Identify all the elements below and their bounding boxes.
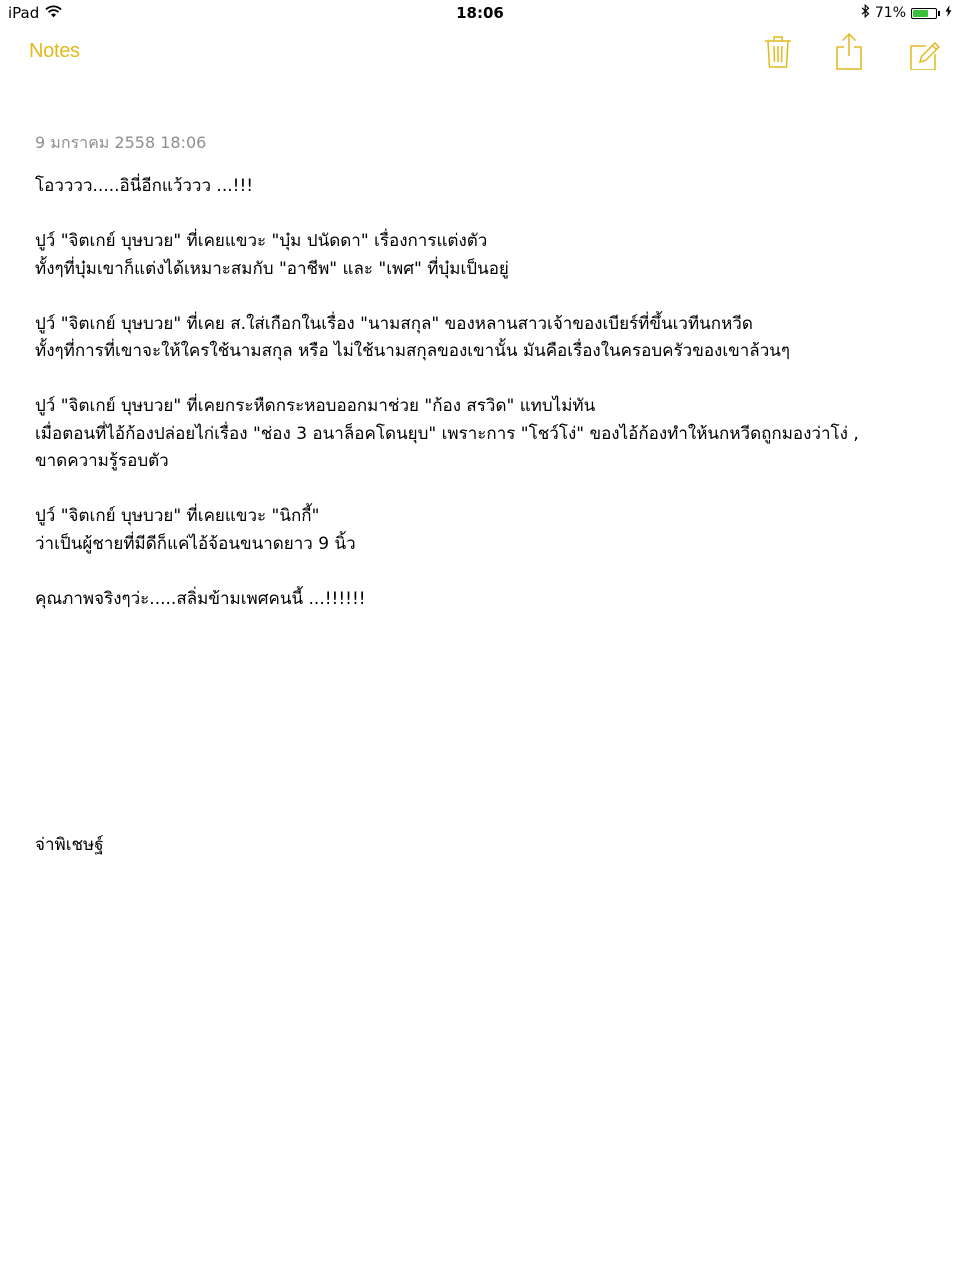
nav-bar <box>0 26 960 80</box>
note-line: โอวววว.....อินี่อีกแว้ววว ...!!! <box>35 176 254 196</box>
note-blank-line <box>35 476 915 504</box>
note-line: ขาดความรู้รอบตัว <box>35 451 169 471</box>
note-line: ปูว์ "จิตเกย์ บุษบวย" ที่เคย ส.ใส่เกือกในเรื่อง "นามสกุล" ของหลานสาวเจ้าของเบียร์ที่ขึ้นเวทีนกหวีด <box>35 313 753 334</box>
note-line: ว่าเป็นผู้ชายที่มีดีก็แค่ไอ้จ้อนขนาดยาว 9 นิ้ว <box>35 533 356 554</box>
status-right <box>861 4 952 22</box>
charging-icon <box>945 5 952 21</box>
note-line: ปูว์ "จิตเกย์ บุษบวย" ที่เคยแขวะ "นิกกี้" <box>35 506 320 526</box>
trash-icon[interactable] <box>761 32 795 70</box>
note-line: ทั้งๆที่การที่เขาจะให้ใครใช้นามสกุล หรือ ไม่ใช้นามสกุลของเขานั้น มันคือเรื่องในครอบครัวของเขาล้วนๆ <box>35 341 791 361</box>
battery-percent: 71% <box>874 5 906 21</box>
device-label: iPad <box>8 4 40 22</box>
bluetooth-icon <box>861 4 870 22</box>
share-icon[interactable] <box>832 32 866 70</box>
note-line: ปูว์ "จิตเกย์ บุษบวย" ที่เคยแขวะ "บุ๋ม ปนัดดา" เรื่องการแต่งตัว <box>35 231 488 251</box>
status-time: 18:06 <box>456 4 504 22</box>
notes-back-button[interactable]: Notes <box>29 40 80 62</box>
note-line: เมื่อตอนที่ไอ้ก้องปล่อยไก่เรื่อง "ช่อง 3 อนาล็อคโดนยุบ" เพราะการ "โชว์โง่" ของไอ้ก้องทำให้นกหวีดถูกมองว่าโง่ , <box>35 423 859 444</box>
note-blank-line <box>35 366 915 394</box>
note-body[interactable] <box>35 173 915 613</box>
note-blank-line <box>35 558 915 586</box>
note-line: ปูว์ "จิตเกย์ บุษบวย" ที่เคยกระหืดกระหอบออกมาช่วย "ก้อง สรวิด" แทบไม่ทัน <box>35 396 596 416</box>
note-line: คุณภาพจริงๆว่ะ.....สลิ่มข้ามเพศคนนี้ ...!!!!!! <box>35 588 366 609</box>
battery-tip <box>938 11 940 16</box>
status-bar <box>0 0 960 26</box>
note-blank-line <box>35 283 915 311</box>
note-blank-line <box>35 201 915 229</box>
battery-level <box>913 10 928 17</box>
note-content[interactable] <box>35 130 915 613</box>
note-date: 9 มกราคม 2558 18:06 <box>35 133 207 152</box>
note-line: ทั้งๆที่บุ๋มเขาก็แต่งได้เหมาะสมกับ "อาชีพ" และ "เพศ" ที่บุ๋มเป็นอยู่ <box>35 258 509 279</box>
battery-icon <box>911 8 937 19</box>
compose-icon[interactable] <box>906 32 940 70</box>
note-signature: จ่าพิเชษฐ์ <box>35 835 104 855</box>
